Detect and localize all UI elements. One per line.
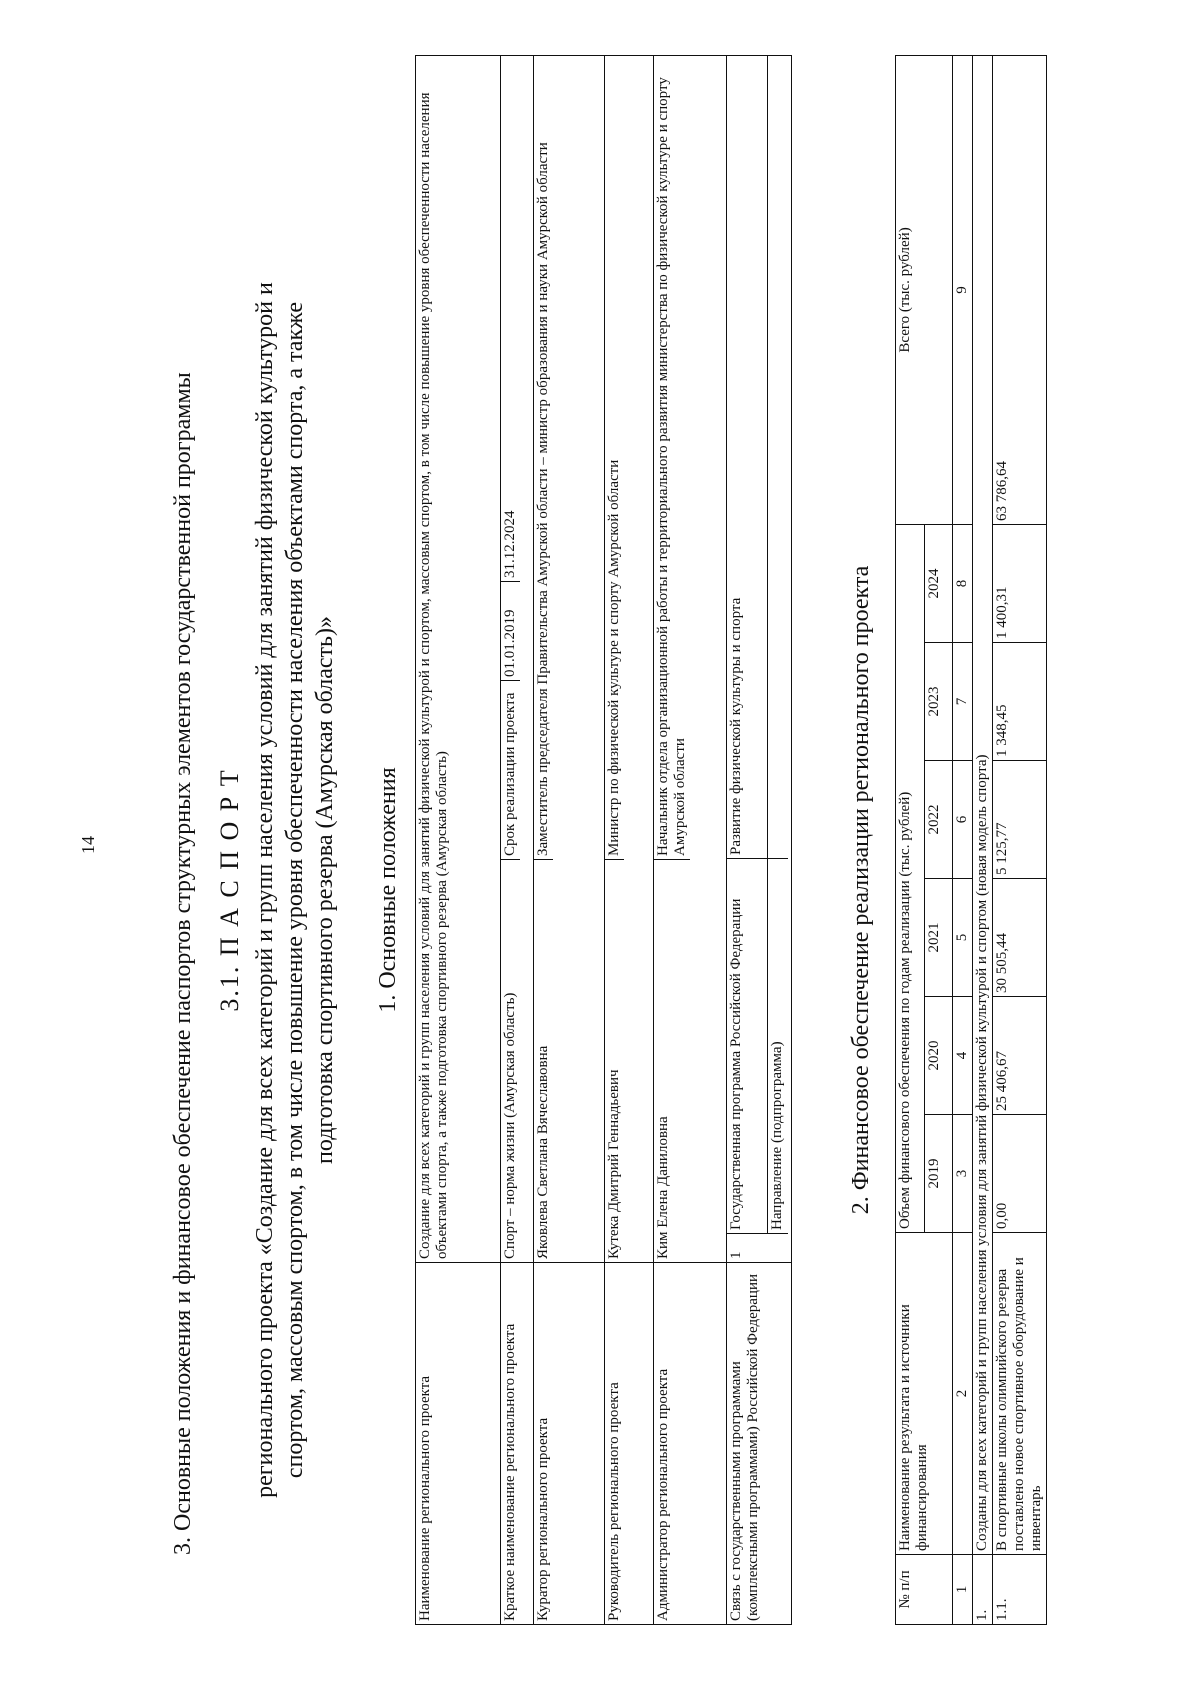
row-value: Создание для всех категорий и групп населения условий для занятий физической культурой и спортом, массовым спортом, в том числе повышение уровня обеспеченности населения объектами спорта, а также подготовка спортивного резерва (Амурская область)	[416, 56, 501, 1263]
curator-name: Яковлева Светлана Вячеславовна	[535, 1045, 551, 1259]
head-position: Министр по физической культуре и спорту Амурской области	[605, 56, 624, 860]
col-number: 9	[953, 56, 973, 525]
col-number: 2	[953, 1233, 973, 1555]
header-year: 2019	[924, 1115, 953, 1233]
row-value: 5 125,77	[993, 761, 1047, 879]
column-number-row	[953, 56, 973, 1625]
section-title: 3. Основные положения и финансовое обеспечение паспортов структурных элементов государственной программы	[170, 372, 196, 1555]
header-year: 2020	[924, 997, 953, 1115]
row-label: Куратор регионального проекта	[534, 1263, 605, 1625]
admin-name: Ким Елена Даниловна	[655, 1116, 671, 1259]
passport-heading: 3.1. П А С П О Р Т	[215, 768, 244, 1012]
program-value: Развитие физической культуры и спорта	[727, 56, 768, 859]
table-row	[993, 56, 1047, 1625]
table-row	[605, 56, 654, 1625]
head-name: Кутека Дмитрий Геннадьевич	[606, 1069, 622, 1259]
row-value: 1 348,45	[993, 643, 1047, 761]
group-num: 1.	[973, 1555, 993, 1625]
row-label: Наименование регионального проекта	[416, 1263, 501, 1625]
table-row	[654, 56, 727, 1625]
passport-line: подготовка спортивного резерва (Амурская область)»	[312, 616, 338, 1164]
admin-position: Начальник отдела организационной работы и территориального развития министерства по физической культуре и спорту Амурской области	[654, 56, 690, 860]
basic-provisions-table	[415, 55, 792, 1625]
passport-line: спортом, массовым спортом, в том числе повышение уровня обеспеченности населения объектами спорта, а также	[282, 301, 308, 1479]
header-year: 2024	[924, 524, 953, 642]
page-number: 14	[78, 836, 98, 854]
header-num: № п/п	[896, 1555, 953, 1625]
row-label: Связь с государственными программами (комплексными программами) Российской Федерации	[727, 1263, 792, 1625]
basic-provisions-title: 1. Основные положения	[375, 767, 401, 1013]
col-number: 7	[953, 643, 973, 761]
direction-label: Направление (подпрограмма)	[768, 859, 789, 1234]
program-number: 1	[728, 1251, 744, 1259]
table-row	[501, 56, 534, 1625]
curator-position: Заместитель председателя Правительства Амурской области – министр образования и науки Амурской области	[534, 56, 553, 860]
header-total: Всего (тыс. рублей)	[896, 56, 953, 525]
header-year: 2023	[924, 643, 953, 761]
rotated-content	[70, 45, 1130, 1645]
row-num: 1.1.	[993, 1555, 1047, 1625]
financing-table	[895, 55, 1047, 1625]
group-text: Созданы для всех категорий и групп населения условия для занятий физической культурой и спортом (новая модель спорта)	[973, 56, 993, 1555]
program-label: Государственная программа Российской Федерации	[727, 859, 768, 1234]
short-name: Спорт – норма жизни (Амурская область)	[502, 992, 518, 1259]
header-name: Наименование результата и источники финансирования	[896, 1233, 953, 1555]
header-year: 2021	[924, 879, 953, 997]
term-end: 31.12.2024	[501, 56, 520, 582]
row-value: 1 400,31	[993, 524, 1047, 642]
table-header-row	[896, 56, 925, 1625]
header-volume: Объем финансового обеспечения по годам реализации (тыс. рублей)	[896, 524, 925, 1232]
passport-description	[250, 175, 340, 1605]
row-total: 63 786,64	[993, 56, 1047, 525]
row-label: Администратор регионального проекта	[654, 1263, 727, 1625]
col-number: 3	[953, 1115, 973, 1233]
row-value: 0,00	[993, 1115, 1047, 1233]
group-row	[973, 56, 993, 1625]
col-number: 6	[953, 761, 973, 879]
row-value: 30 505,44	[993, 879, 1047, 997]
col-number: 5	[953, 879, 973, 997]
row-name: В спортивные школы олимпийского резерва поставлено новое спортивное оборудование и инвентарь	[993, 1233, 1047, 1555]
term-label: Срок реализации проекта	[501, 681, 520, 860]
table-row	[534, 56, 605, 1625]
table-row	[727, 56, 792, 1625]
header-year: 2022	[924, 761, 953, 879]
row-label: Краткое наименование регионального проекта	[501, 1263, 534, 1625]
col-number: 8	[953, 524, 973, 642]
row-label: Руководитель регионального проекта	[605, 1263, 654, 1625]
col-number: 1	[953, 1555, 973, 1625]
row-value: 25 406,67	[993, 997, 1047, 1115]
col-number: 4	[953, 997, 973, 1115]
financing-title: 2. Финансовое обеспечение реализации регионального проекта	[848, 565, 874, 1215]
direction-value	[768, 56, 789, 859]
table-row	[416, 56, 501, 1625]
passport-line: регионального проекта «Создание для всех категорий и групп населения условий для занятий физической культурой и	[252, 282, 278, 1498]
term-start: 01.01.2019	[501, 582, 520, 681]
